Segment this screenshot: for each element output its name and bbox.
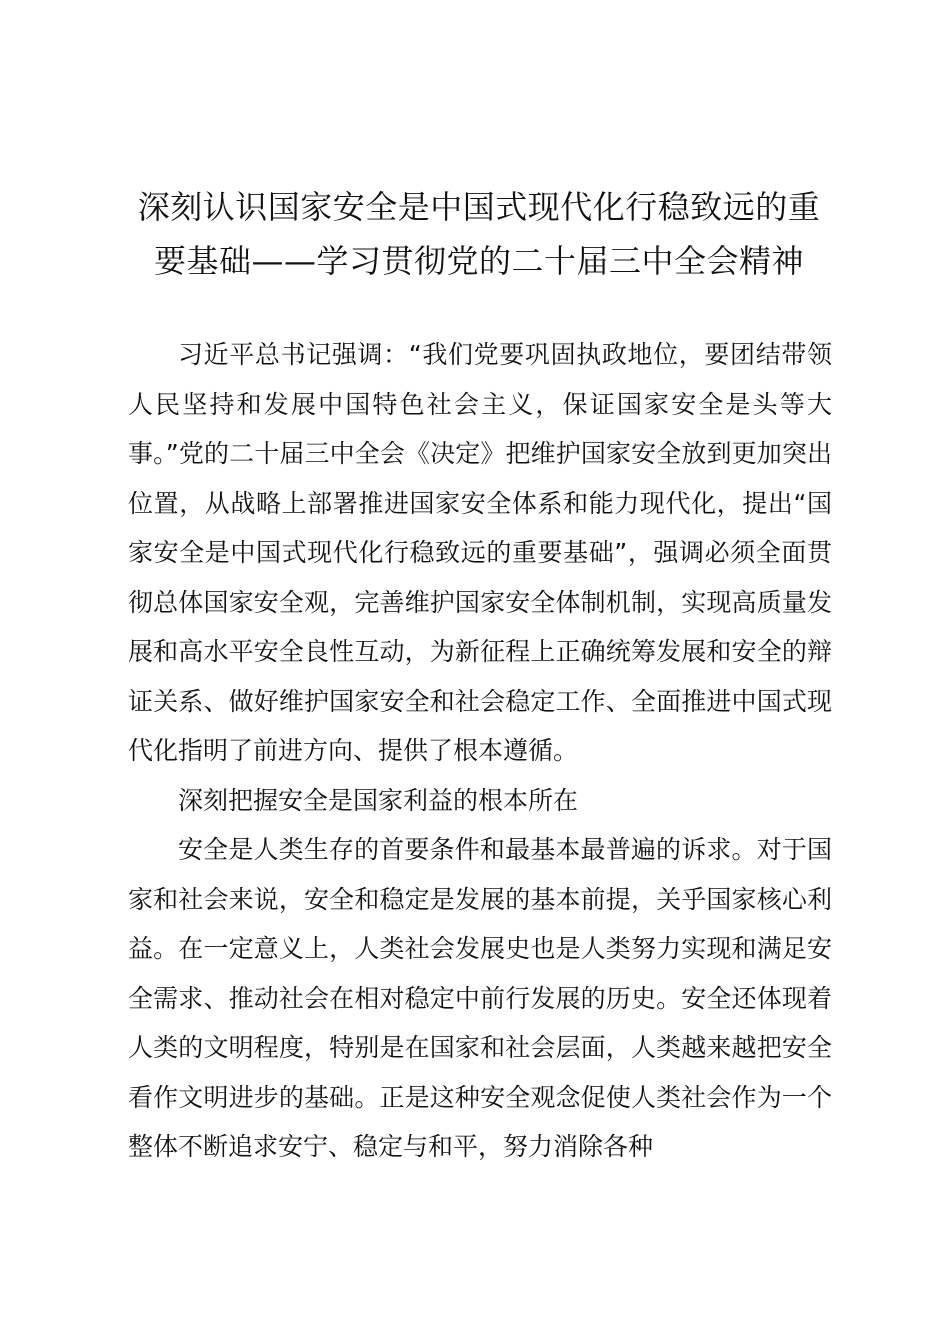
paragraph-intro: 习近平总书记强调：“我们党要巩固执政地位，要团结带领人民坚持和发展中国特色社会主义，保证国家安全是头等大事。”党的二十届三中全会《决定》把维护国家安全放到更加突出位置，从战略上部署推进国家安全体系和能力现代化，提出“国家安全是中国式现代化行稳致远的重要基础”，强调必须全面贯彻总体国家安全观，完善维护国家安全体制机制，实现高质量发展和高水平安全良性互动，为新征程上正确统筹发展和安全的辩证关系、做好维护国家安全和社会稳定工作、全面推进中国式现代化指明了前进方向、提供了根本遵循。 <box>128 340 832 765</box>
paragraph-security: 安全是人类生存的首要条件和最基本最普遍的诉求。对于国家和社会来说，安全和稳定是发展的基本前提，关乎国家核心利益。在一定意义上，人类社会发展史也是人类努力实现和满足安全需求、推动社会在相对稳定中前行发展的历史。安全还体现着人类的文明程度，特别是在国家和社会层面，人类越来越把安全看作文明进步的基础。正是这种安全观念促使人类社会作为一个整体不断追求安宁、稳定与和平，努力消除各种 <box>128 835 832 1161</box>
document-title: 深刻认识国家安全是中国式现代化行稳致远的重要基础——学习贯彻党的二十届三中全会精神 <box>137 188 821 280</box>
section-heading: 深刻把握安全是国家利益的根本所在 <box>178 785 579 815</box>
document-body <box>128 330 832 1172</box>
